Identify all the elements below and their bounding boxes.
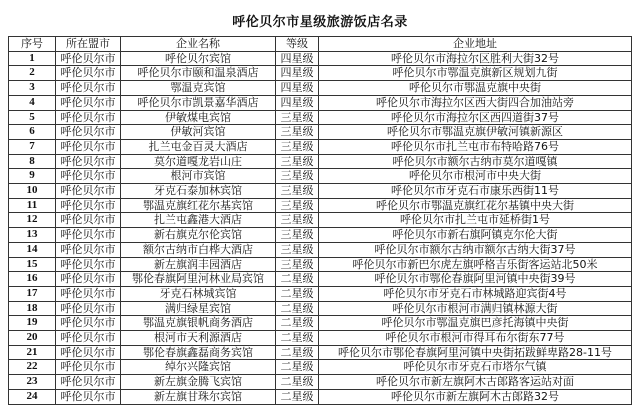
cell-grade: 三星级	[276, 184, 319, 199]
cell-city: 呼伦贝尔市	[56, 301, 121, 316]
cell-city: 呼伦贝尔市	[56, 345, 121, 360]
cell-seq: 22	[9, 360, 56, 375]
cell-name: 伊敏河宾馆	[121, 125, 276, 140]
cell-grade: 三星级	[276, 169, 319, 184]
cell-grade: 三星级	[276, 242, 319, 257]
cell-address: 呼伦贝尔市新巴尔虎左旗呼格吉乐街客运站北50米	[319, 257, 632, 272]
cell-grade: 二星级	[276, 375, 319, 390]
cell-grade: 三星级	[276, 125, 319, 140]
cell-grade: 二星级	[276, 286, 319, 301]
cell-name: 根河市宾馆	[121, 169, 276, 184]
cell-name: 新右旗克尔伦宾馆	[121, 228, 276, 243]
table-row	[9, 184, 632, 199]
cell-grade: 二星级	[276, 272, 319, 287]
cell-address: 呼伦贝尔市牙克石市康乐西街11号	[319, 184, 632, 199]
table-row	[9, 301, 632, 316]
cell-city: 呼伦贝尔市	[56, 331, 121, 346]
cell-city: 呼伦贝尔市	[56, 257, 121, 272]
cell-city: 呼伦贝尔市	[56, 389, 121, 404]
cell-address: 呼伦贝尔市额尔古纳市莫尔道嘎镇	[319, 154, 632, 169]
cell-grade: 四星级	[276, 51, 319, 66]
cell-name: 鄂温克旗红花尔基宾馆	[121, 198, 276, 213]
table-row	[9, 228, 632, 243]
cell-seq: 4	[9, 95, 56, 110]
cell-seq: 11	[9, 198, 56, 213]
cell-name: 呼伦贝尔宾馆	[121, 51, 276, 66]
cell-address: 呼伦贝尔市海拉尔区西大街四合加油站旁	[319, 95, 632, 110]
cell-seq: 23	[9, 375, 56, 390]
cell-address: 呼伦贝尔市根河市满归镇林源大街	[319, 301, 632, 316]
cell-name: 扎兰屯鑫港大酒店	[121, 213, 276, 228]
hotel-list-table	[8, 36, 632, 405]
cell-city: 呼伦贝尔市	[56, 272, 121, 287]
cell-address: 呼伦贝尔市海拉尔区胜利大街32号	[319, 51, 632, 66]
cell-grade: 三星级	[276, 110, 319, 125]
cell-seq: 14	[9, 242, 56, 257]
cell-city: 呼伦贝尔市	[56, 286, 121, 301]
cell-address: 呼伦贝尔市鄂温克旗红花尔基镇中央大街	[319, 198, 632, 213]
table-row	[9, 242, 632, 257]
cell-name: 新左旗甘珠尔宾馆	[121, 389, 276, 404]
cell-city: 呼伦贝尔市	[56, 110, 121, 125]
cell-seq: 13	[9, 228, 56, 243]
cell-address: 呼伦贝尔市新右旗阿镇克尔伦大街	[319, 228, 632, 243]
cell-address: 呼伦贝尔市鄂温克旗伊敏河镇新源区	[319, 125, 632, 140]
cell-city: 呼伦贝尔市	[56, 95, 121, 110]
table-row	[9, 154, 632, 169]
cell-grade: 二星级	[276, 301, 319, 316]
cell-address: 呼伦贝尔市鄂温克旗中央街	[319, 81, 632, 96]
cell-name: 伊敏煤电宾馆	[121, 110, 276, 125]
table-row	[9, 125, 632, 140]
cell-grade: 三星级	[276, 228, 319, 243]
document-title: 呼伦贝尔市星级旅游饭店名录	[232, 15, 408, 30]
cell-grade: 二星级	[276, 389, 319, 404]
cell-city: 呼伦贝尔市	[56, 242, 121, 257]
table-row	[9, 66, 632, 81]
cell-grade: 二星级	[276, 316, 319, 331]
cell-name: 根河市天利源酒店	[121, 331, 276, 346]
cell-grade: 四星级	[276, 81, 319, 96]
cell-city: 呼伦贝尔市	[56, 198, 121, 213]
cell-seq: 17	[9, 286, 56, 301]
cell-city: 呼伦贝尔市	[56, 66, 121, 81]
cell-name: 新左旗润丰园酒店	[121, 257, 276, 272]
cell-grade: 四星级	[276, 66, 319, 81]
cell-grade: 二星级	[276, 345, 319, 360]
cell-seq: 6	[9, 125, 56, 140]
cell-name: 牙克石泰加林宾馆	[121, 184, 276, 199]
cell-address: 呼伦贝尔市扎兰屯市布特哈路76号	[319, 139, 632, 154]
cell-grade: 四星级	[276, 95, 319, 110]
cell-address: 呼伦贝尔市鄂伦春旗阿里河镇中央街拓跋鲜卑路28-11号	[319, 345, 632, 360]
cell-name: 鄂温克宾馆	[121, 81, 276, 96]
cell-seq: 9	[9, 169, 56, 184]
cell-city: 呼伦贝尔市	[56, 154, 121, 169]
cell-seq: 7	[9, 139, 56, 154]
cell-address: 呼伦贝尔市新左旗阿木古郎路32号	[319, 389, 632, 404]
cell-city: 呼伦贝尔市	[56, 375, 121, 390]
cell-city: 呼伦贝尔市	[56, 81, 121, 96]
cell-seq: 3	[9, 81, 56, 96]
header-address: 企业地址	[319, 37, 632, 52]
cell-name: 扎兰屯金百灵大酒店	[121, 139, 276, 154]
cell-name: 莫尔道嘎龙岩山庄	[121, 154, 276, 169]
table-row	[9, 169, 632, 184]
cell-address: 呼伦贝尔市鄂温克旗新区规划九街	[319, 66, 632, 81]
cell-grade: 三星级	[276, 139, 319, 154]
cell-name: 鄂温克旗银帆商务酒店	[121, 316, 276, 331]
cell-seq: 15	[9, 257, 56, 272]
cell-address: 呼伦贝尔市牙克石市塔尔气镇	[319, 360, 632, 375]
cell-city: 呼伦贝尔市	[56, 360, 121, 375]
cell-grade: 二星级	[276, 331, 319, 346]
cell-address: 呼伦贝尔市牙克石市林城路迎宾街4号	[319, 286, 632, 301]
table-row	[9, 316, 632, 331]
table-row	[9, 331, 632, 346]
table-row	[9, 110, 632, 125]
cell-seq: 2	[9, 66, 56, 81]
cell-seq: 18	[9, 301, 56, 316]
cell-name: 鄂伦春旗阿里河林业局宾馆	[121, 272, 276, 287]
table-row	[9, 95, 632, 110]
table-row	[9, 375, 632, 390]
table-row	[9, 81, 632, 96]
cell-city: 呼伦贝尔市	[56, 184, 121, 199]
cell-name: 额尔古纳市白桦大酒店	[121, 242, 276, 257]
cell-grade: 三星级	[276, 154, 319, 169]
cell-city: 呼伦贝尔市	[56, 169, 121, 184]
cell-name: 呼伦贝尔市凯景嘉华酒店	[121, 95, 276, 110]
table-row	[9, 51, 632, 66]
table-row	[9, 345, 632, 360]
cell-city: 呼伦贝尔市	[56, 51, 121, 66]
cell-seq: 10	[9, 184, 56, 199]
cell-seq: 1	[9, 51, 56, 66]
cell-name: 绰尔兴隆宾馆	[121, 360, 276, 375]
cell-city: 呼伦贝尔市	[56, 139, 121, 154]
cell-grade: 三星级	[276, 198, 319, 213]
cell-address: 呼伦贝尔市鄂伦春旗阿里河镇中央街39号	[319, 272, 632, 287]
cell-address: 呼伦贝尔市新左旗阿木古郎路客运站对面	[319, 375, 632, 390]
table-header-row	[9, 37, 632, 52]
table-row	[9, 389, 632, 404]
cell-seq: 19	[9, 316, 56, 331]
cell-address: 呼伦贝尔市鄂温克旗巴彦托海镇中央街	[319, 316, 632, 331]
table-row	[9, 360, 632, 375]
cell-seq: 8	[9, 154, 56, 169]
cell-name: 呼伦贝尔市颐和温泉酒店	[121, 66, 276, 81]
table-row	[9, 213, 632, 228]
cell-city: 呼伦贝尔市	[56, 125, 121, 140]
table-row	[9, 257, 632, 272]
cell-city: 呼伦贝尔市	[56, 228, 121, 243]
table-row	[9, 139, 632, 154]
header-grade: 等级	[276, 37, 319, 52]
cell-seq: 24	[9, 389, 56, 404]
cell-grade: 三星级	[276, 257, 319, 272]
cell-seq: 16	[9, 272, 56, 287]
cell-seq: 12	[9, 213, 56, 228]
cell-address: 呼伦贝尔市海拉尔区西四道街37号	[319, 110, 632, 125]
cell-seq: 5	[9, 110, 56, 125]
cell-seq: 20	[9, 331, 56, 346]
header-city: 所在盟市	[56, 37, 121, 52]
cell-grade: 二星级	[276, 360, 319, 375]
cell-name: 牙克石林城宾馆	[121, 286, 276, 301]
cell-address: 呼伦贝尔市根河市得耳布尔街东77号	[319, 331, 632, 346]
cell-name: 新左旗金腾飞宾馆	[121, 375, 276, 390]
table-row	[9, 198, 632, 213]
cell-seq: 21	[9, 345, 56, 360]
cell-address: 呼伦贝尔市根河市中央大街	[319, 169, 632, 184]
cell-name: 满归绿星宾馆	[121, 301, 276, 316]
cell-city: 呼伦贝尔市	[56, 316, 121, 331]
cell-name: 鄂伦春旗鑫磊商务宾馆	[121, 345, 276, 360]
cell-address: 呼伦贝尔市额尔古纳市额尔古纳大街37号	[319, 242, 632, 257]
cell-grade: 三星级	[276, 213, 319, 228]
header-seq: 序号	[9, 37, 56, 52]
cell-address: 呼伦贝尔市扎兰屯市延桥街1号	[319, 213, 632, 228]
table-row	[9, 272, 632, 287]
header-name: 企业名称	[121, 37, 276, 52]
table-row	[9, 286, 632, 301]
cell-city: 呼伦贝尔市	[56, 213, 121, 228]
